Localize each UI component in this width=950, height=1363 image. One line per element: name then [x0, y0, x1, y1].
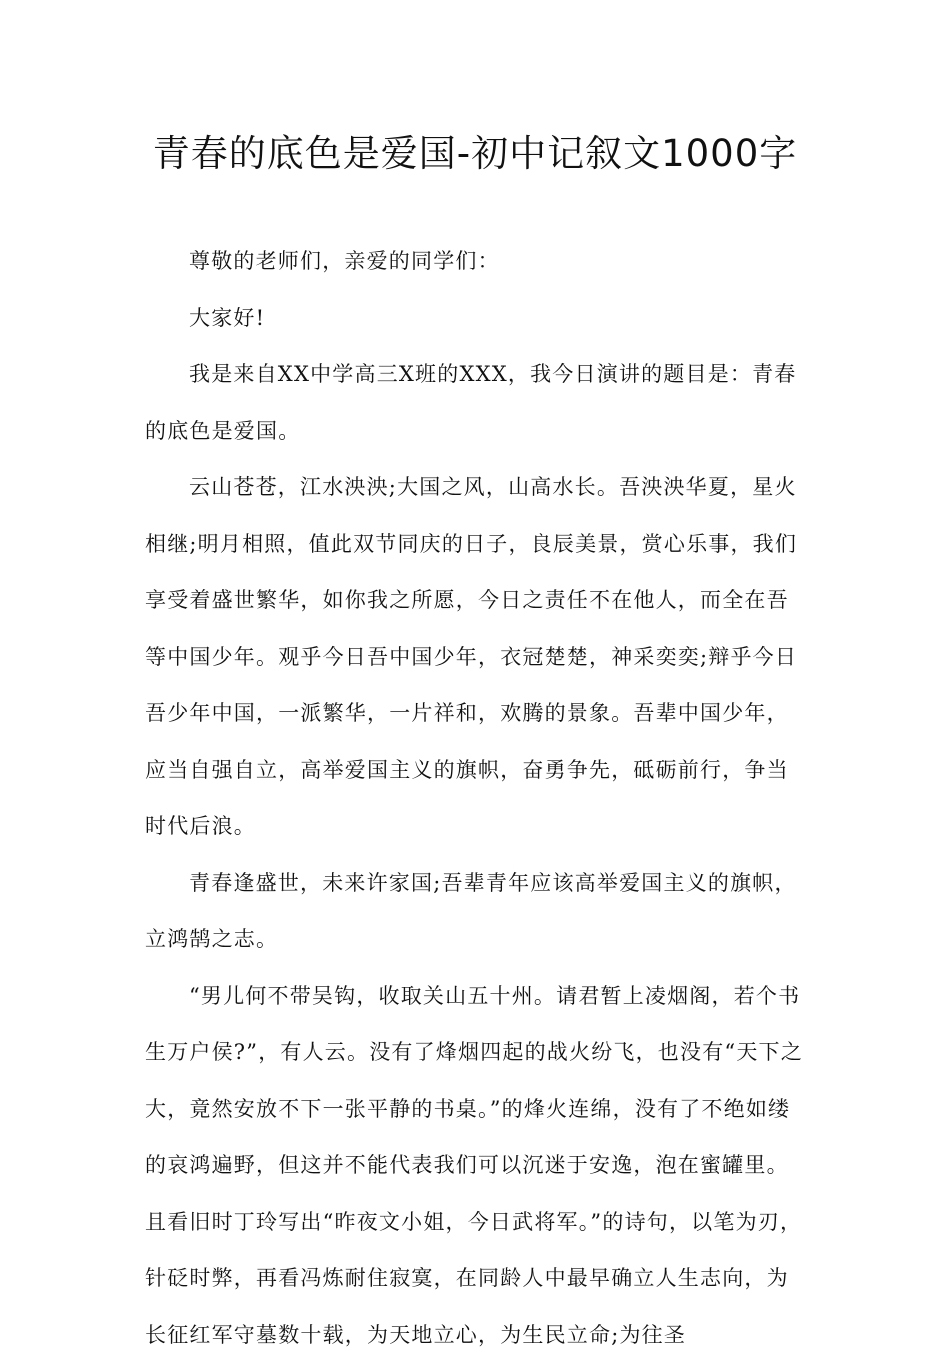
paragraph-introduction: 我是来自XX中学高三X班的XXX，我今日演讲的题目是：青春的底色是爱国。 [145, 346, 807, 459]
paragraph-body-3: “男儿何不带吴钩，收取关山五十州。请君暂上凌烟阁，若个书生万户侯?”，有人云。没有了烽烟四起的战火纷飞，也没有“天下之大，竟然安放不下一张平静的书桌。”的烽火连绵，没有了不绝如缕的哀鸿遍野，但这并不能代表我们可以沉迷于安逸，泡在蜜罐里。且看旧时丁玲写出“昨夜文小姐，今日武将军。”的诗句，以笔为刃，针砭时弊，再看冯炼耐住寂寞，在同龄人中最早确立人生志向，为长征红军守墓数十载，为天地立心，为生民立命;为往圣 [145, 968, 807, 1363]
paragraph-greeting: 大家好! [145, 290, 807, 347]
document-body [145, 233, 807, 1363]
paragraph-body-1: 云山苍苍，江水泱泱;大国之风，山高水长。吾泱泱华夏，星火相继;明月相照，值此双节同庆的日子，良辰美景，赏心乐事，我们享受着盛世繁华，如你我之所愿，今日之责任不在他人，而全在吾等中国少年。观乎今日吾中国少年，衣冠楚楚，神采奕奕;辩乎今日吾少年中国，一派繁华，一片祥和，欢腾的景象。吾辈中国少年，应当自强自立，高举爱国主义的旗帜，奋勇争先，砥砺前行，争当时代后浪。 [145, 459, 807, 855]
paragraph-body-2: 青春逢盛世，未来许家国;吾辈青年应该高举爱国主义的旗帜，立鸿鹄之志。 [145, 855, 807, 968]
document-title: 青春的底色是爱国-初中记叙文1000字 [0, 128, 950, 180]
paragraph-salutation: 尊敬的老师们，亲爱的同学们： [145, 233, 807, 290]
